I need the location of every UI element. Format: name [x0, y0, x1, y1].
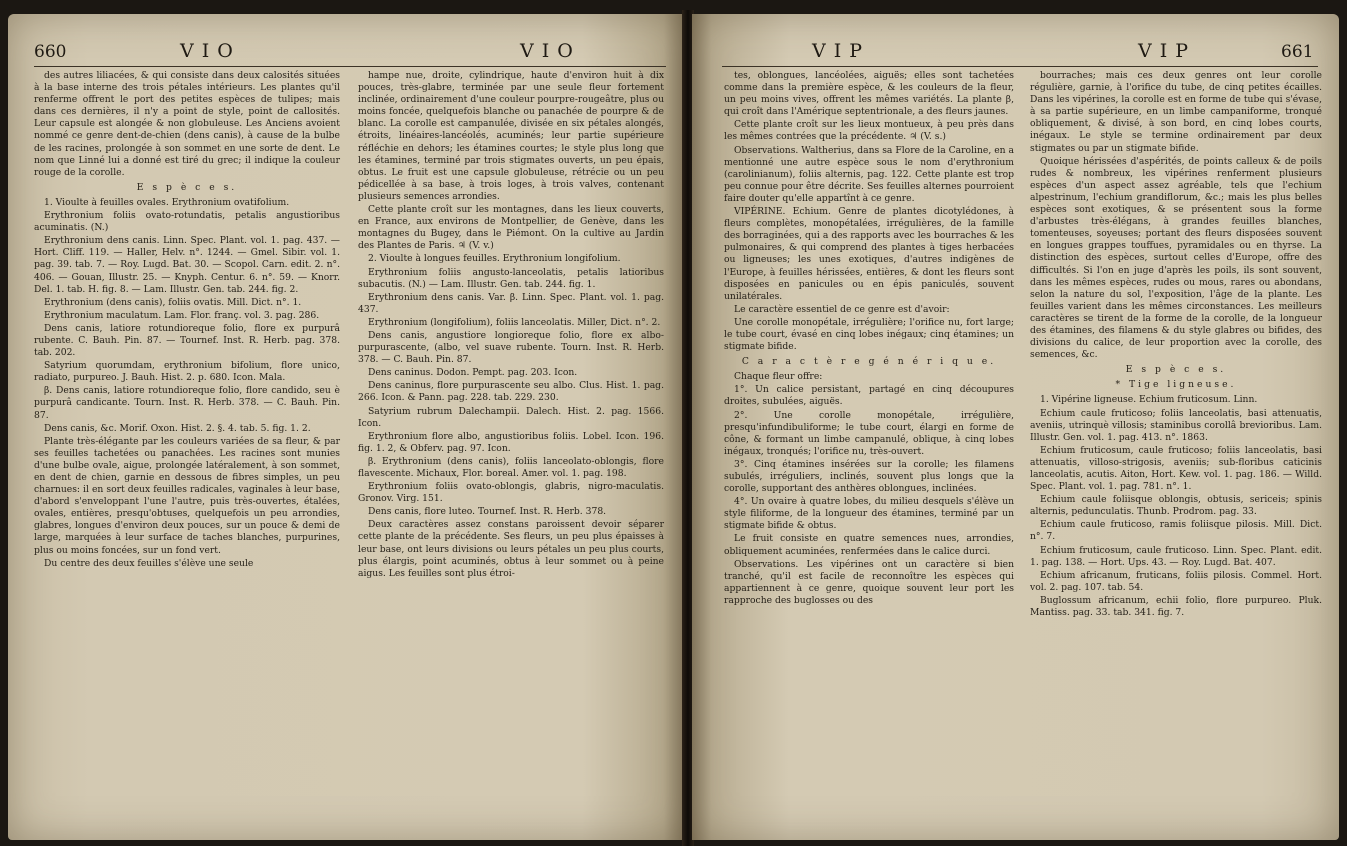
- running-head-left-1: V I O: [180, 40, 234, 62]
- page-number-right: 661: [1281, 42, 1314, 62]
- paragraph: Erythronium foliis ovato-oblongis, glabris, nigro-maculatis. Gronov. Virg. 151.: [358, 481, 664, 505]
- paragraph: Dens canis, &c. Morif. Oxon. Hist. 2. §. 4. tab. 5. fig. 1. 2.: [44, 422, 311, 434]
- paragraph: Cette plante croît sur les lieux montueux, à peu près dans les mêmes contrées que la précédente. ♃ (V. s.): [724, 119, 1014, 143]
- paragraph: des autres liliacées, & qui consiste dans deux calosités situées à la base interne des trois pétales intérieurs. Les plantes qu'il renferme offrent le port des petites espèces de tulipes; mais dans ces dernières, il n'y a point de style, point de callosités. Leur capsule est alongée & non globuleuse. Les Anciens avoient nommé ce genre dent-de-chien (dens canis), à cause de la bulbe de les racines, prolongée à son sommet en une sorte de dent. Le nom que Linné lui a donné est tiré du grec; il indique la couleur rouge de la corolle.: [34, 70, 340, 178]
- paragraph: Echium africanum, fruticans, foliis pilosis. Commel. Hort. vol. 2. pag. 107. tab. 54.: [1030, 569, 1322, 593]
- paragraph: Dens caninus, flore purpurascente seu albo. Clus. Hist. 1. pag. 266. Icon. & Pann. pag. 228. tab. 229. 230.: [358, 380, 664, 404]
- paragraph: C a r a c t è r e g é n é r i q u e.: [741, 356, 997, 368]
- paragraph: Quoique hérissées d'aspérités, de points calleux & de poils rudes & nombreux, les vipérines renferment plusieurs espèces d'un aspect assez agréable, tels que l'echium alpestrinum, l'echium grandiflorum, &c.; mais les plus belles espèces sont exotiques, & se présentent sous la forme d'arbustes très-élégans, à grandes feuilles blanches, tomenteuses, soyeuses; portant des fleurs disposées souvent en longues grappes touffues, pyramidales ou en thyrse. La distinction des espèces, surtout celles d'Europe, offre des difficultés. Si l'on en juge d'après les poils, ils sont souvent, dans les mêmes espèces, rudes ou mous, rares ou abondans, selon la nature du sol, l'exposition, l'âge de la plante. Les feuilles varient dans les mêmes circonstances. Les meilleurs caractères se tirent de la forme de la corolle, de la longueur des étamines, des filamens & du style glabres ou bifides, des divisions du calice, de leur proportion avec la corolle, des semences, &c.: [1030, 155, 1322, 361]
- paragraph: hampe nue, droite, cylindrique, haute d'environ huit à dix pouces, très-glabre, terminée par une seule fleur fortement inclinée, ordinairement d'une couleur pourpre-rougeâtre, plus ou moins foncée, quelquefois blanche ou panachée de pourpre & de blanc. La corolle est campanulée, divisée en six pétales alongés, étroits, linéaires-lancéolés, acuminés; leur partie supérieure réfléchie en dehors; les étamines courtes; le style plus long que les étamines, terminé par trois stigmates ouverts, un peu épais, obtus. Le fruit est une capsule globuleuse, rétrécie ou un peu pédicellée à sa base, à trois loges, à trois valves, contenant plusieurs semences arrondies.: [358, 70, 664, 202]
- paragraph: E s p è c e s.: [1125, 364, 1227, 376]
- paragraph: 2°. Une corolle monopétale, irrégulière, presqu'infundibuliforme; le tube court, élargi en forme de cône, & formant un limbe campanulé, oblique, à cinq lobes inégaux, tronqués; l'orifice nu, très-ouvert.: [724, 409, 1014, 457]
- page-number-left: 660: [34, 42, 67, 62]
- right-column-1: [724, 70, 1014, 608]
- paragraph: Erythronium (longifolium), foliis lanceolatis. Miller, Dict. n°. 2.: [368, 316, 661, 328]
- paragraph: tes, oblongues, lancéolées, aiguës; elles sont tachetées comme dans la première espèce, & les couleurs de la fleur, un peu moins vives, offrent les mêmes variétés. La plante β, qui croît dans l'Amérique septentrionale, a des fleurs jaunes.: [724, 70, 1014, 118]
- paragraph: Erythronium maculatum. Lam. Flor. franç. vol. 3. pag. 286.: [44, 309, 320, 321]
- paragraph: Echium caule fruticoso, ramis foliisque pilosis. Mill. Dict. n°. 7.: [1030, 519, 1322, 543]
- paragraph: Dens canis, angustiore longioreque folio, flore ex albo-purpurascente, (albo, vel suave rubente. Tourn. Inst. R. Herb. 378. — C. Bauh. Pin. 87.: [358, 329, 664, 366]
- paragraph: Erythronium foliis angusto-lanceolatis, petalis latioribus subacutis. (N.) — Lam. Illustr. Gen. tab. 244. fig. 1.: [358, 266, 664, 290]
- paragraph: Erythronium flore albo, angustioribus foliis. Lobel. Icon. 196. fig. 1. 2, & Obferv. pag. 97. Icon.: [358, 430, 664, 454]
- right-column-2: [1030, 70, 1322, 620]
- paragraph: Echium fruticosum, caule fruticoso; foliis lanceolatis, basi attenuatis, villoso-strigosis, aveniis; sub-floribus caticinis lanceolatis, acutis. Aiton, Hort. Kew. vol. 1. pag. 186. — Willd. Spec. Plant. vol. 1. pag. 781. n°. 1.: [1030, 444, 1322, 493]
- paragraph: Satyrium rubrum Dalechampii. Dalech. Hist. 2. pag. 1566. Icon.: [358, 405, 664, 429]
- left-column-1: [34, 70, 340, 571]
- paragraph: Erythronium (dens canis), foliis ovatis. Mill. Dict. n°. 1.: [44, 296, 302, 308]
- paragraph: 1. Vipérine ligneuse. Echium fruticosum. Linn.: [1040, 394, 1258, 406]
- paragraph: Du centre des deux feuilles s'élève une seule: [44, 557, 254, 569]
- paragraph: 4°. Un ovaire à quatre lobes, du milieu desquels s'élève un style filiforme, de la longueur des étamines, terminé par un stigmate bifide & obtus.: [724, 496, 1014, 532]
- paragraph: * Tige ligneuse.: [1115, 379, 1237, 391]
- paragraph: E s p è c e s.: [136, 181, 238, 193]
- paragraph: Erythronium dens canis. Linn. Spec. Plant. vol. 1. pag. 437. — Hort. Cliff. 119. — Haller, Helv. n°. 1244. — Gmel. Sibir. vol. 1. pag. 39. tab. 7. — Roy. Lugd. Bat. 30. — Scopol. Carn. edit. 2. n°. 406. — Gouan, Illustr. 25. — Knyph. Centur. 6. n°. 59. — Knorr. Del. 1. tab. H. fig. 8. — Lam. Illustr. Gen. tab. 244. fig. 2.: [34, 235, 340, 295]
- paragraph: Dens canis, flore luteo. Tournef. Inst. R. Herb. 378.: [368, 506, 607, 518]
- paragraph: Buglossum africanum, echii folio, flore purpureo. Pluk. Mantiss. pag. 33. tab. 341. fig. 7.: [1030, 594, 1322, 619]
- header-rule-left: [34, 66, 666, 67]
- paragraph: Echium caule fruticoso; foliis lanceolatis, basi attenuatis, aveniis, utrinquè villosis; staminibus corollâ brevioribus. Lam. Illustr. Gen. vol. 1. pag. 413. n°. 1863.: [1030, 407, 1322, 443]
- paragraph: Observations. Les vipérines ont un caractère si bien tranché, qu'il est facile de reconnoître les espèces qui appartiennent à ce genre, quoique souvent leur port les rapproche des buglosses ou des: [724, 558, 1014, 606]
- running-head-right-1: V I P: [812, 40, 864, 62]
- paragraph: Cette plante croît sur les montagnes, dans les lieux couverts, en France, aux environs de Montpellier, de Genève, dans les montagnes du Bugey, dans le Piémont. On la cultive au Jardin des Plantes de Paris. ♃ (V. v.): [358, 204, 664, 252]
- running-head-left-2: V I O: [520, 40, 574, 62]
- paragraph: Erythronium dens canis. Var. β. Linn. Spec. Plant. vol. 1. pag. 437.: [358, 291, 664, 315]
- paragraph: Plante très-élégante par les couleurs variées de sa fleur, & par ses feuilles tachetées ou panachées. Les racines sont munies d'une bulbe ovale, aigue, prolongée latéralement, à son sommet, en dent de chien, garnie en dessous de fibres simples, un peu charnues: il en sort deux feuilles radicales, vaginales à leur base, d'abord s'enveloppant l'une l'autre, puis très-ouvertes, étalées, ovales, entières, presqu'obtuses, quelquefois un peu arrondies, glabres, longues d'environ deux pouces, sur un pouce & demi de large, marquées à leur surface de taches blanches, purpurines, plus ou moins foncées, sur un fond vert.: [34, 435, 340, 556]
- paragraph: 1°. Un calice persistant, partagé en cinq découpures droites, subulées, aiguës.: [724, 384, 1014, 408]
- paragraph: 3°. Cinq étamines insérées sur la corolle; les filamens subulés, irréguliers, inclinés, souvent plus longs que la corolle, supportant des anthères oblongues, inclinées.: [724, 458, 1014, 495]
- paragraph: Observations. Waltherius, dans sa Flore de la Caroline, en a mentionné une autre espèce sous le nom d'erythronium (carolinianum), foliis alternis, pag. 122. Cette plante est trop peu connue pour être décrite. Ses feuilles alternes pourroient faire douter qu'elle appartînt à ce genre.: [724, 144, 1014, 204]
- left-column-2: [358, 70, 664, 581]
- paragraph: β. Dens canis, latiore rotundioreque folio, flore candido, seu è purpurâ candicante. Tourn. Inst. R. Herb. 378. — C. Bauh. Pin. 87.: [34, 385, 340, 421]
- paragraph: β. Erythronium (dens canis), foliis lanceolato-oblongis, flore flavescente. Michaux, Flor. boreal. Amer. vol. 1. pag. 198.: [358, 455, 664, 479]
- paragraph: bourraches; mais ces deux genres ont leur corolle régulière, garnie, à l'orifice du tube, de cinq petites écailles. Dans les vipérines, la corolle est en forme de tube qui s'évase, à sa partie supérieure, en un limbe campaniforme, tronqué obliquement, & divisé, à son bord, en cinq lobes courts, inégaux. Le style se termine ordinairement par deux stigmates ou par un stigmate bifide.: [1030, 70, 1322, 154]
- paragraph: Erythronium foliis ovato-rotundatis, petalis angustioribus acuminatis. (N.): [34, 210, 340, 234]
- paragraph: 2. Vioulte à longues feuilles. Erythronium longifolium.: [368, 253, 621, 265]
- paragraph: Une corolle monopétale, irrégulière; l'orifice nu, fort large; le tube court, évasé en cinq lobes inégaux; cinq étamines; un stigmate bifide.: [724, 316, 1014, 353]
- paragraph: Echium fruticosum, caule fruticoso. Linn. Spec. Plant. edit. 1. pag. 138. — Hort. Ups. 43. — Roy. Lugd. Bat. 407.: [1030, 544, 1322, 568]
- paragraph: 1. Vioulte à feuilles ovales. Erythronium ovatifolium.: [44, 196, 290, 208]
- header-rule-right: [722, 66, 1318, 67]
- paragraph: Dens canis, latiore rotundioreque folio, flore ex purpurâ rubente. C. Bauh. Pin. 87. — Tournef. Inst. R. Herb. pag. 378. tab. 202.: [34, 322, 340, 359]
- paragraph: Le caractère essentiel de ce genre est d'avoir:: [734, 303, 950, 315]
- running-head-right-2: V I P: [1138, 40, 1190, 62]
- paragraph: Dens caninus. Dodon. Pempt. pag. 203. Icon.: [368, 367, 578, 379]
- paragraph: VIPÉRINE. Echium. Genre de plantes dicotylédones, à fleurs complètes, monopétalées, irrégulières, de la famille des borraginées, qui a des rapports avec les bourraches & les pulmonaires, & qui comprend des plantes à tiges herbacées ou ligneuses; les unes exotiques, d'autres indigènes de l'Europe, à feuilles hérissées, entières, & dont les fleurs sont disposées en panicules ou en épis paniculés, souvent unilatérales.: [724, 206, 1014, 302]
- paragraph: Deux caractères assez constans paroissent devoir séparer cette plante de la précédente. Ses fleurs, un peu plus épaisses à leur base, ont leurs divisions ou leurs pétales un peu plus courts, plus élargis, point acuminés, obtus à leur sommet ou à peine aigus. Les feuilles sont plus étroi-: [358, 519, 664, 579]
- paragraph: Chaque fleur offre:: [734, 371, 823, 383]
- paragraph: Echium caule foliisque oblongis, obtusis, sericeis; spinis alternis, pedunculatis. Thunb. Prodrom. pag. 33.: [1030, 494, 1322, 518]
- paragraph: Satyrium quorumdam, erythronium bifolium, flore unico, radiato, purpureo. J. Bauh. Hist. 2. p. 680. Icon. Mala.: [34, 360, 340, 384]
- paragraph: Le fruit consiste en quatre semences nues, arrondies, obliquement acuminées, renfermées dans le calice durci.: [724, 533, 1014, 557]
